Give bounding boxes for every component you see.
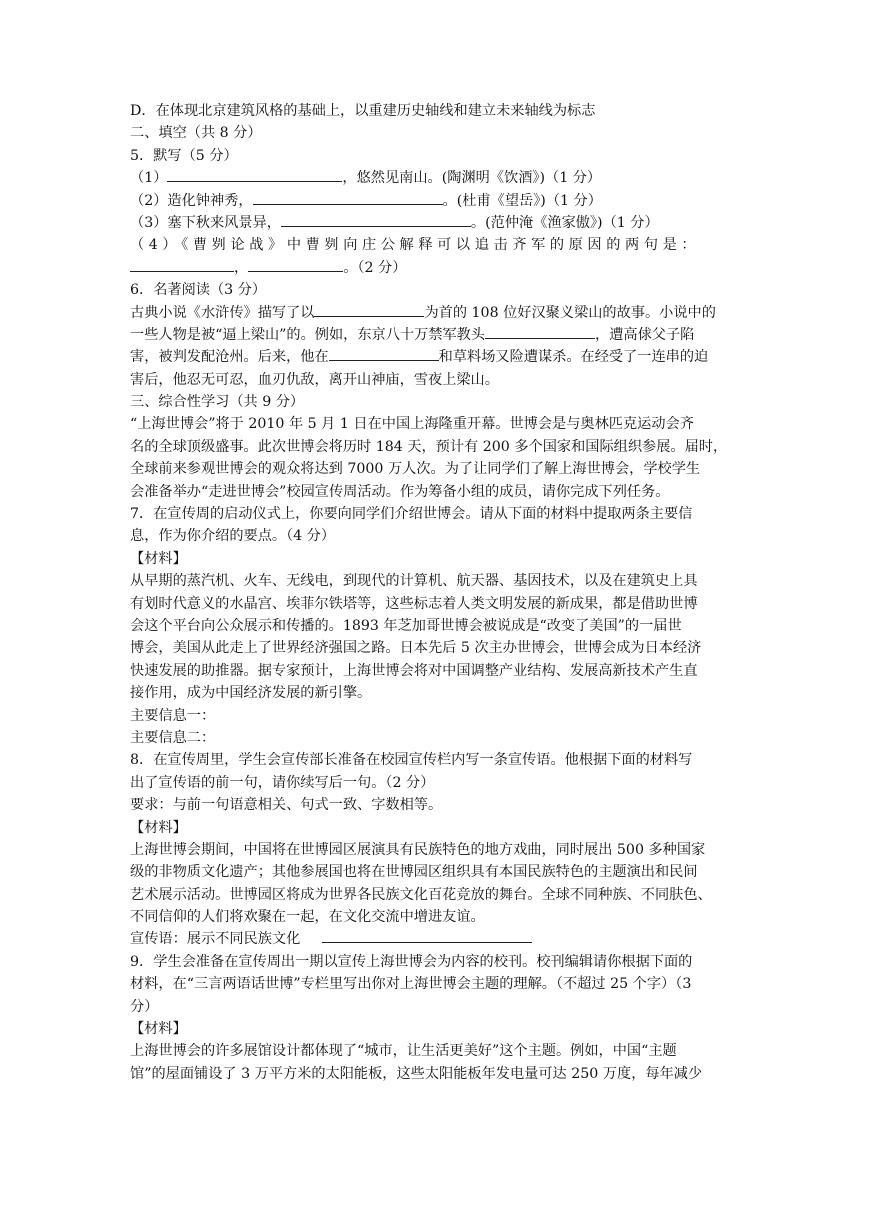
- answer-blank: [329, 346, 439, 361]
- question-5-title: 5．默写（5 分）: [130, 147, 238, 164]
- q6-text: 为首的 108 位好汉聚义梁山的故事。小说中的: [424, 304, 716, 321]
- slogan-prefix: 宣传语：展示不同民族文化: [130, 931, 301, 948]
- material-label: 【材料】: [130, 819, 187, 836]
- material-2-line: 上海世博会期间，中国将在世博园区展演具有民族特色的地方戏曲，同时展出 500 多种国家: [130, 841, 706, 858]
- material-1-line: 从早期的蒸汽机、火车、无线电，到现代的计算机、航天器、基因技术，以及在建筑史上具: [130, 573, 698, 590]
- q6-text: 一些人物是被“逼上梁山”的。例如，东京八十万禁军教头: [130, 326, 486, 343]
- answer-blank: [248, 257, 343, 272]
- section-3-heading: 三、综合性学习（共 9 分）: [130, 394, 305, 411]
- question-9-line: 分）: [130, 998, 159, 1015]
- q6-text: ，遭高俅父子陷: [595, 326, 695, 343]
- q5-2-suffix: 。(杜甫《望岳》)（1 分）: [442, 192, 602, 209]
- material-label: 【材料】: [130, 1021, 187, 1038]
- q5-4-suffix: 。（2 分）: [343, 259, 407, 276]
- q6-line-3: [130, 346, 740, 368]
- question-8-line: 出了宣传语的前一句，请你续写后一句。（2 分）: [130, 774, 435, 791]
- material-1-line: 快速发展的助推器。据专家预计，上海世博会将对中国调整产业结构、发展高新技术产生直: [130, 662, 698, 679]
- question-5-2: [130, 190, 740, 212]
- slogan-line: [130, 928, 740, 950]
- material-1-line: 有划时代意义的水晶宫、埃菲尔铁塔等，这些标志着人类文明发展的新成果，都是借助世博: [130, 595, 698, 612]
- q5-1-suffix: ，悠然见南山。(陶渊明《饮酒》)（1 分）: [342, 170, 602, 187]
- q5-1-prefix: （1）: [130, 170, 168, 187]
- q6-line-1: [130, 302, 740, 324]
- question-5-3: [130, 212, 740, 234]
- material-1-line: 会这个平台向公众展示和传播的。1893 年芝加哥世博会被说成是“改变了美国”的一届世: [130, 617, 682, 634]
- q5-4-separator: ，: [234, 259, 249, 276]
- main-info-1: 主要信息一：: [130, 707, 216, 724]
- main-info-2: 主要信息二：: [130, 729, 216, 746]
- question-9-line: 9．学生会准备在宣传周出一期以宣传上海世博会为内容的校刊。校刊编辑请你根据下面的: [130, 953, 693, 970]
- section-2-heading: 二、填空（共 8 分）: [130, 125, 262, 142]
- question-6-title: 6．名著阅读（3 分）: [130, 282, 267, 299]
- question-5-4: （4）《曹刿论战》中曹刿向庄公解释可以追击齐军的原因的两句是：: [130, 237, 701, 254]
- q5-3-suffix: 。(范仲淹《渔家傲》)（1 分）: [470, 214, 659, 231]
- question-8-line: 8．在宣传周里，学生会宣传部长准备在校园宣传栏内写一条宣传语。他根据下面的材料写: [130, 752, 693, 769]
- question-7-line: 7．在宣传周的启动仪式上，你要向同学们介绍世博会。请从下面的材料中提取两条主要信: [130, 506, 693, 523]
- material-2-line: 不同信仰的人们将欢聚在一起，在文化交流中增进友谊。: [130, 909, 485, 926]
- q6-text: 害，被判发配沧州。后来，他在: [130, 349, 329, 366]
- material-3-line: 上海世博会的许多展馆设计都体现了“城市，让生活更美好”这个主题。例如，中国“主题: [130, 1043, 677, 1060]
- answer-blank: [253, 190, 443, 205]
- intro-line: 名的全球顶级盛事。此次世博会将历时 184 天，预计有 200 多个国家和国际组织参展。届时，: [130, 438, 728, 455]
- material-1-line: 博会，美国从此走上了世界经济强国之路。日本先后 5 次主办世博会，世博会成为日本经济: [130, 640, 702, 657]
- question-9-line: 材料，在“三言两语话世博”专栏里写出你对上海世博会主题的理解。（不超过 25 个字）（3: [130, 976, 692, 993]
- q6-line-2: [130, 324, 740, 346]
- answer-blank: [314, 302, 424, 317]
- material-2-line: 艺术展示活动。世博园区将成为世界各民族文化百花竞放的舞台。全球不同种族、不同肤色、: [130, 886, 712, 903]
- answer-blank: [281, 212, 471, 227]
- answer-blank: [322, 928, 532, 943]
- q5-2-prefix: （2）造化钟神秀，: [130, 192, 253, 209]
- question-7-line: 息，作为你介绍的要点。（4 分）: [130, 528, 336, 545]
- material-2-line: 级的非物质文化遗产；其他参展国也将在世博园区组织具有本国民族特色的主题演出和民间: [130, 864, 698, 881]
- q6-text: 古典小说《水浒传》描写了以: [130, 304, 315, 321]
- material-1-line: 接作用，成为中国经济发展的新引擎。: [130, 685, 372, 702]
- question-5-4-blanks: [130, 257, 740, 279]
- answer-blank: [485, 324, 595, 339]
- material-label: 【材料】: [130, 550, 187, 567]
- q5-3-prefix: （3）塞下秋来风景异，: [130, 214, 281, 231]
- q6-text: 和草料场又险遭谋杀。在经受了一连串的迫: [438, 349, 709, 366]
- q6-line-4: 害后，他忍无可忍，血刃仇敌，离开山神庙，雪夜上梁山。: [130, 371, 499, 388]
- material-3-line: 馆”的屋面铺设了 3 万平方米的太阳能板，这些太阳能板年发电量可达 250 万度，每年减少: [130, 1065, 703, 1082]
- answer-blank: [130, 257, 234, 272]
- question-5-1: [130, 167, 740, 189]
- answer-blank: [167, 167, 342, 182]
- option-d: D．在体现北京建筑风格的基础上，以重建历史轴线和建立未来轴线为标志: [130, 103, 596, 119]
- intro-line: “上海世博会”将于 2010 年 5 月 1 日在中国上海隆重开幕。世博会是与奥林匹克运动会齐: [130, 416, 694, 433]
- exam-page: [130, 100, 740, 1085]
- intro-line: 会准备举办“走进世博会”校园宣传周活动。作为筹备小组的成员，请你完成下列任务。: [130, 483, 670, 500]
- intro-line: 全球前来参观世博会的观众将达到 7000 万人次。为了让同学们了解上海世博会，学校学生: [130, 461, 701, 478]
- question-8-requirement: 要求：与前一句语意相关、句式一致、字数相等。: [130, 797, 443, 814]
